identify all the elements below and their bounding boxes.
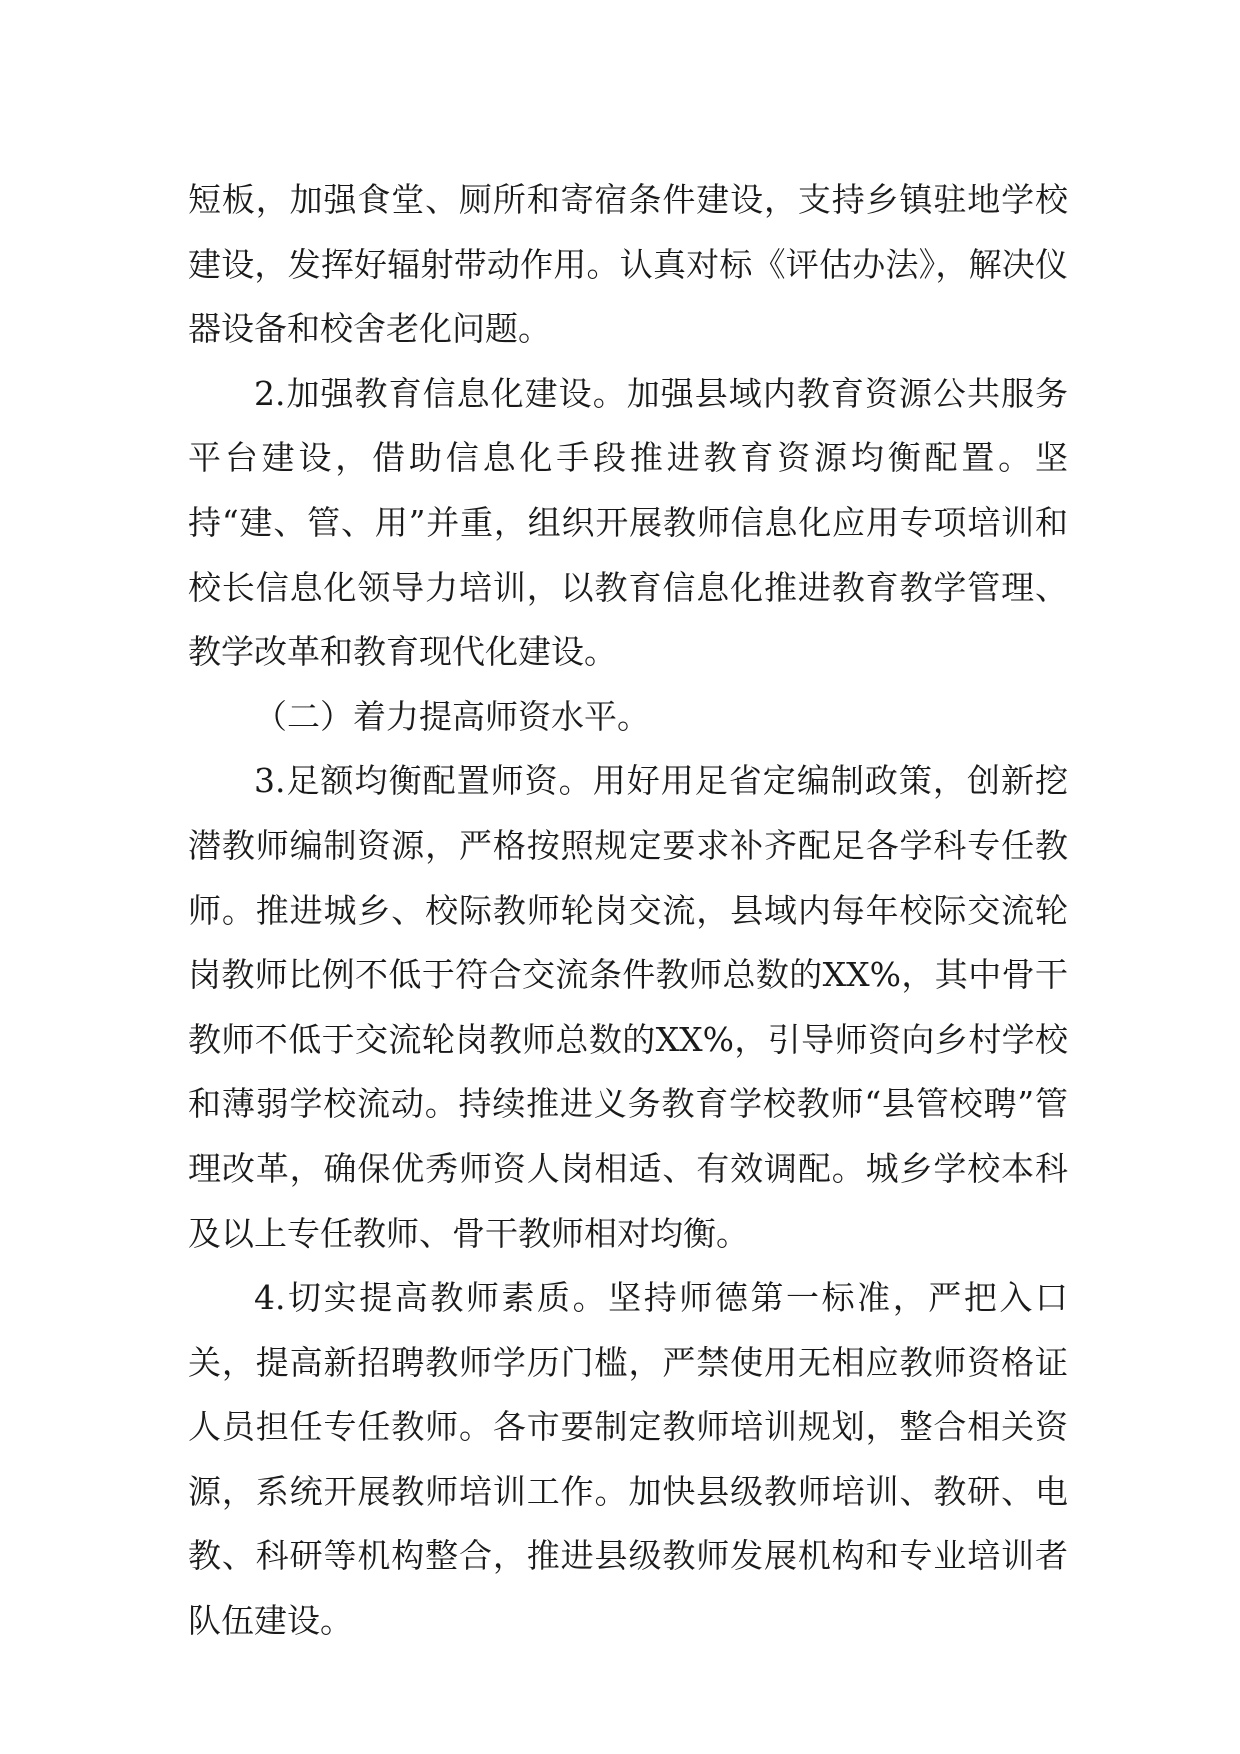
paragraph-item-2: 2.加强教育信息化建设。加强县域内教育资源公共服务平台建设，借助信息化手段推进教育资源均衡配置。坚持“建、管、用”并重，组织开展教师信息化应用专项培训和校长信息化领导力培训，以教育信息化推进教育教学管理、教学改革和教育现代化建设。 — [188, 373, 1068, 672]
paragraph-item-4: 4.切实提高教师素质。坚持师德第一标准，严把入口关，提高新招聘教师学历门槛，严禁使用无相应教师资格证人员担任专任教师。各市要制定教师培训规划，整合相关资源，系统开展教师培训工作。加快县级教师培训、教研、电教、科研等机构整合，推进县级教师发展机构和专业培训者队伍建设。 — [188, 1278, 1068, 1641]
paragraph-continuation: 短板，加强食堂、厕所和寄宿条件建设，支持乡镇驻地学校建设，发挥好辐射带动作用。认真对标《评估办法》，解决仪器设备和校舍老化问题。 — [188, 180, 1068, 349]
paragraph-item-3: 3.足额均衡配置师资。用好用足省定编制政策，创新挖潜教师编制资源，严格按照规定要求补齐配足各学科专任教师。推进城乡、校际教师轮岗交流，县域内每年校际交流轮岗教师比例不低于符合交流条件教师总数的XX%，其中骨干教师不低于交流轮岗教师总数的XX%，引导师资向乡村学校和薄弱学校流动。持续推进义务教育学校教师“县管校聘”管理改革，确保优秀师资人岗相适、有效调配。城乡学校本科及以上专任教师、骨干教师相对均衡。 — [188, 761, 1068, 1253]
document-body — [188, 168, 1068, 1654]
section-heading-2: （二）着力提高师资水平。 — [254, 696, 650, 736]
